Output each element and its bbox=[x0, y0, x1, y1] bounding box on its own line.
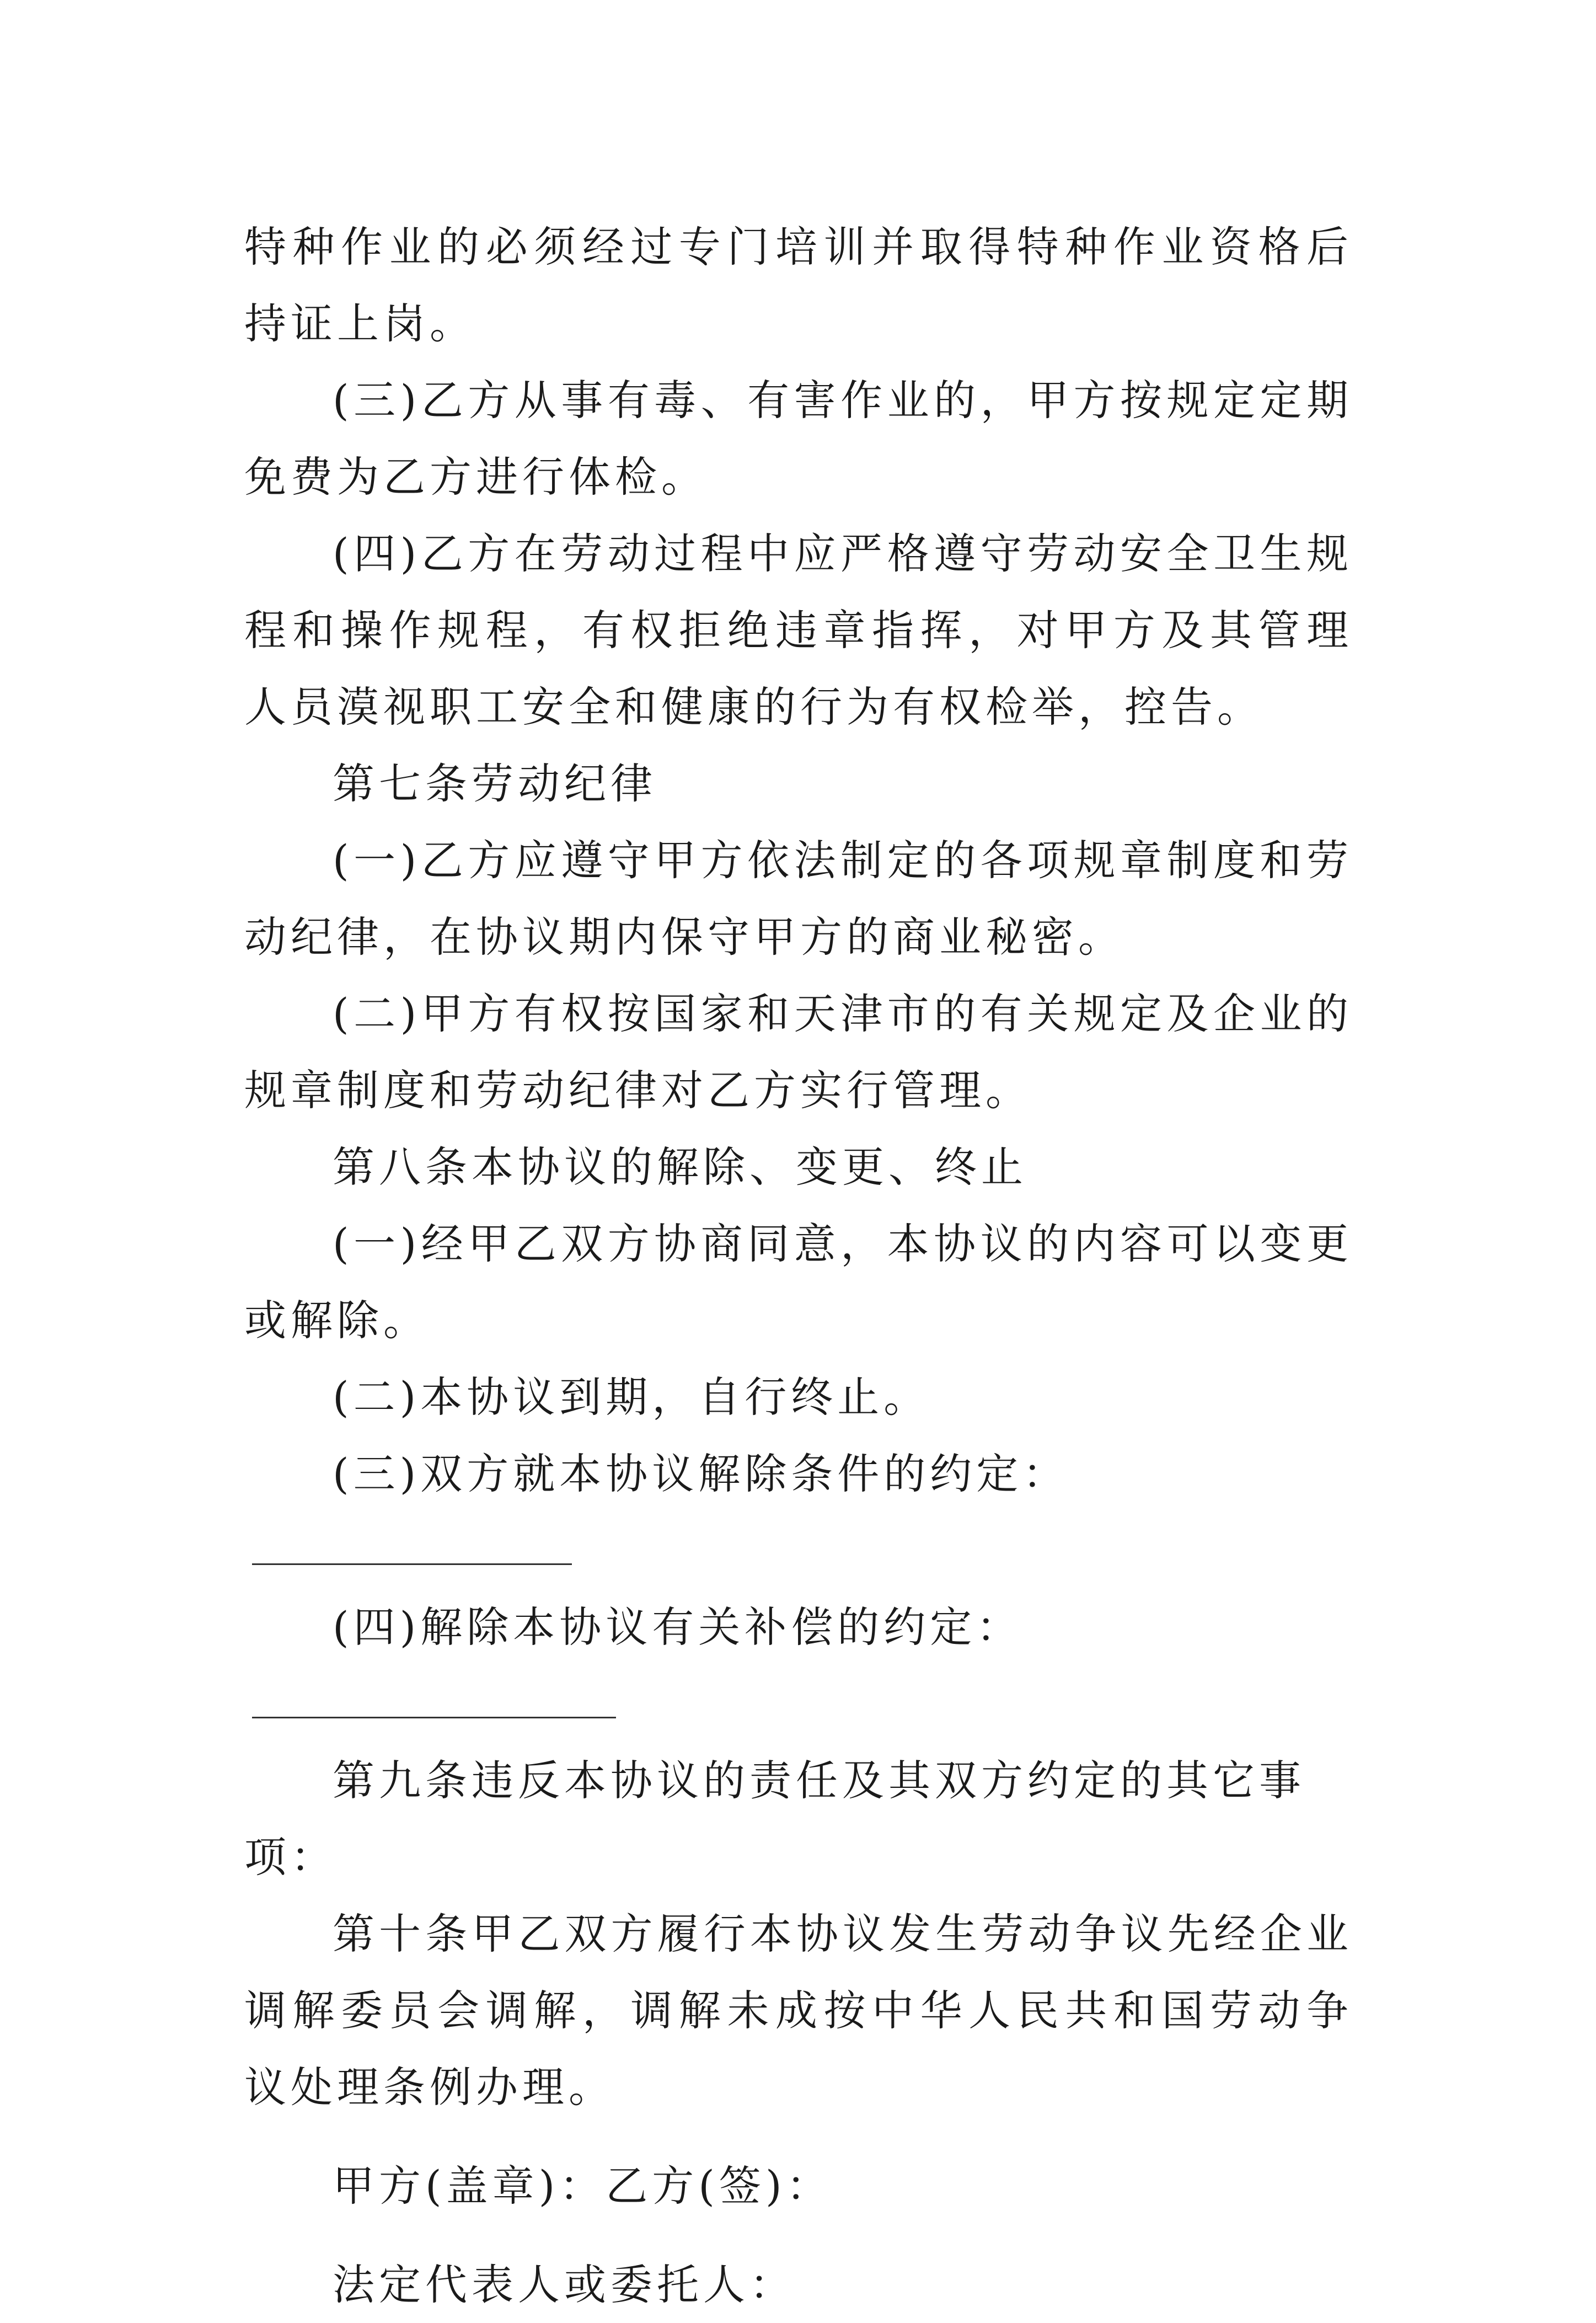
paragraph-article-10-disputes: 第十条甲乙双方履行本协议发生劳动争议先经企业调解委员会调解，调解未成按中华人民共和国劳动争议处理条例办理。 bbox=[244, 1909, 1353, 2112]
termination-conditions-label: (三)双方就本协议解除条件的约定： bbox=[333, 1449, 1069, 1498]
spacer bbox=[244, 2126, 1353, 2148]
compensation-blank-line bbox=[252, 1684, 616, 1718]
paragraph-clause-4-compensation bbox=[244, 1589, 1353, 1742]
paragraph-clause-3-termination-conditions bbox=[244, 1435, 1353, 1589]
paragraph-special-operations: 特种作业的必须经过专门培训并取得特种作业资格后持证上岗。 bbox=[244, 222, 1353, 348]
paragraph-clause-2-management: (二)甲方有权按国家和天津市的有关规定及企业的规章制度和劳动纪律对乙方实行管理。 bbox=[244, 989, 1353, 1115]
spacer bbox=[244, 2224, 1353, 2246]
paragraph-clause-1-mutual-change: (一)经甲乙双方协商同意，本协议的内容可以变更或解除。 bbox=[244, 1219, 1353, 1345]
termination-conditions-blank-line bbox=[252, 1530, 572, 1565]
heading-article-7-labor-discipline: 第七条劳动纪律 bbox=[333, 759, 657, 808]
compensation-label: (四)解除本协议有关补偿的约定： bbox=[333, 1603, 1023, 1652]
heading-article-8-termination: 第八条本协议的解除、变更、终止 bbox=[333, 1142, 1027, 1192]
document-body bbox=[244, 209, 1353, 2323]
paragraph-clause-2-expiry: (二)本协议到期，自行终止。 bbox=[333, 1373, 930, 1422]
heading-article-9-liability: 第九条违反本协议的责任及其双方约定的其它事项： bbox=[244, 1756, 1305, 1882]
paragraph-clause-3-health-check: (三)乙方从事有毒、有害作业的，甲方按规定定期免费为乙方进行体检。 bbox=[244, 376, 1353, 501]
signature-party-lines: 甲方(盖章)：乙方(签)： bbox=[333, 2161, 833, 2210]
paragraph-clause-4-safety-rules: (四)乙方在劳动过程中应严格遵守劳动安全卫生规程和操作规程，有权拒绝违章指挥，对甲方及其管理人员漠视职工安全和健康的行为有权检举，控告。 bbox=[244, 529, 1353, 731]
paragraph-clause-1-rules-confidentiality: (一)乙方应遵守甲方依法制定的各项规章制度和劳动纪律，在协议期内保守甲方的商业秘密。 bbox=[244, 836, 1353, 962]
legal-representative-line: 法定代表人或委托人： bbox=[333, 2260, 796, 2309]
